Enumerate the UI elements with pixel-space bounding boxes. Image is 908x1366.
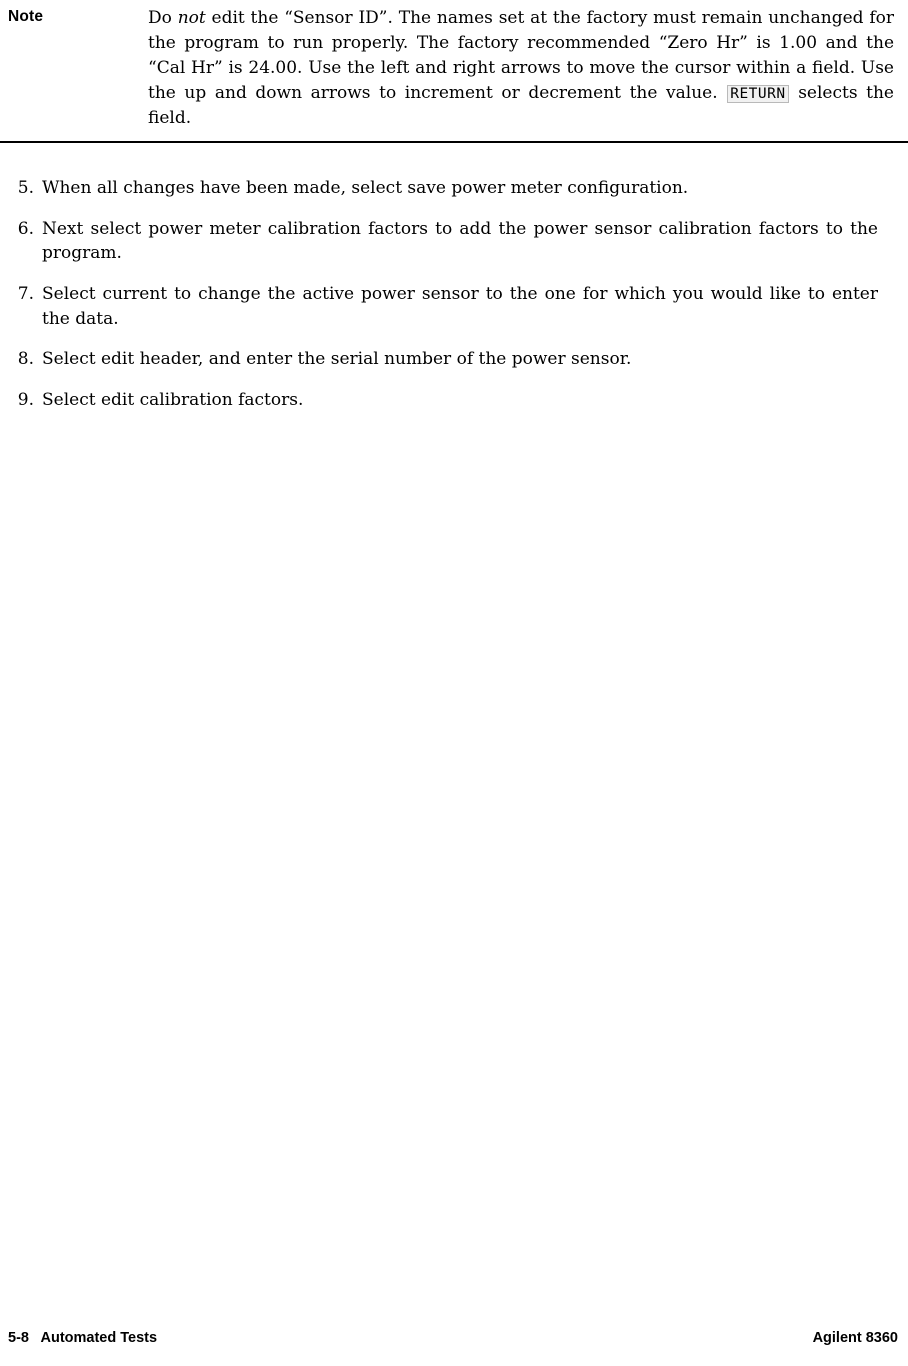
step-number: 6. — [17, 218, 34, 239]
step-text: Select current to change the active power sensor to the one for which you would like to enter the data. — [42, 283, 878, 329]
list-item — [0, 176, 908, 201]
footer-product-name: Agilent 8360 — [812, 1330, 898, 1346]
note-text-part3: selects the field. — [148, 82, 894, 128]
note-block — [0, 0, 908, 143]
list-item — [0, 282, 908, 331]
list-item — [0, 388, 908, 413]
note-divider — [0, 141, 908, 143]
step-text: When all changes have been made, select save power meter configuration. — [42, 178, 689, 198]
numbered-step-list — [0, 176, 908, 428]
step-number: 5. — [17, 178, 34, 198]
note-inner — [0, 0, 908, 141]
step-number: 8. — [17, 349, 34, 370]
step-text: Select edit header, and enter the serial number of the power sensor. — [42, 349, 632, 370]
note-body — [148, 6, 900, 131]
note-text-part2: edit the “Sensor ID”. The names set at the factory must remain unchanged for the program to run properly. The factory recommended “Zero Hr” is 1.00 and the “Cal Hr” is 24.00. Use the left and right arrows to move the cursor within a field. Use the up and down arrows to increment or decrement the value. — [148, 8, 894, 103]
footer-page-section: 5-8 Automated Tests — [8, 1330, 158, 1346]
step-number: 7. — [17, 283, 34, 304]
step-text: Next select power meter calibration factors to add the power sensor calibration factors to the program. — [42, 218, 878, 264]
step-text: Select edit calibration factors. — [42, 389, 304, 410]
list-item — [0, 347, 908, 372]
note-text-part1: Do — [148, 8, 178, 28]
note-text-emphasis: not — [177, 8, 206, 28]
page-footer — [0, 1330, 908, 1352]
list-item — [0, 217, 908, 266]
return-keycap: RETURN — [727, 85, 788, 103]
note-label: Note — [8, 8, 44, 25]
step-number: 9. — [17, 389, 34, 410]
